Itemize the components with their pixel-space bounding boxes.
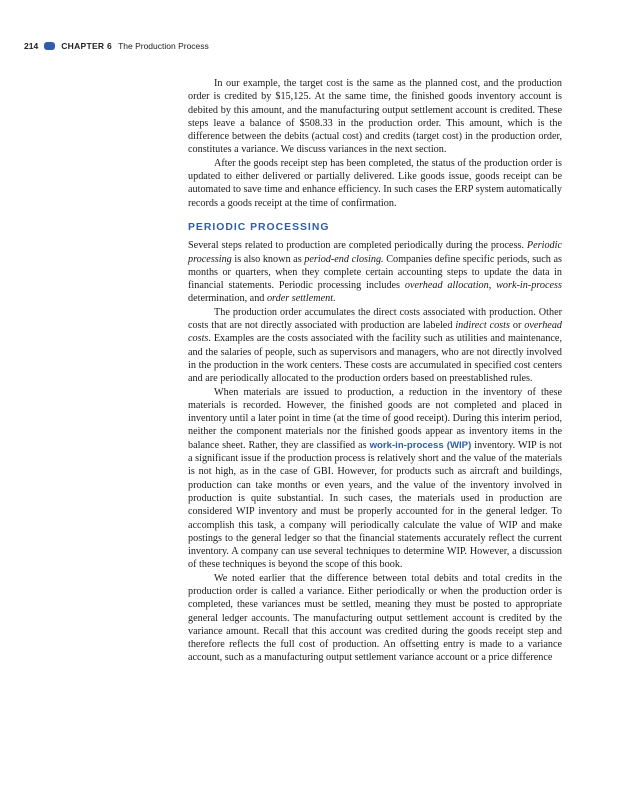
chapter-title: The Production Process	[118, 41, 209, 51]
body-text	[188, 77, 562, 665]
chapter-tab-marker	[44, 42, 55, 50]
term: work-in-process	[496, 280, 562, 292]
paragraph: In our example, the target cost is the same as the planned cost, and the production order is credited by $15,125. At the same time, the finished goods inventory account is debited by this amount, and the manufacturing output settlement account is credited. These steps leave a balance of $508.33 in the production order. This amount, which is the difference between the debits (actual cost) and credits (target cost) in the production order, constitutes a variance. We discuss variances in the next section.	[188, 78, 562, 156]
term: order settlement	[266, 293, 334, 305]
paragraph: After the goods receipt step has been completed, the status of the production order is updated to either delivered or partially delivered. Like goods issue, goods receipt can be automated to save time and enhance efficiency. In such cases the ERP system automatically records a goods receipt at the time of confirmation.	[188, 157, 562, 209]
term: overhead allocation	[404, 280, 489, 292]
page-number: 214	[24, 41, 39, 51]
paragraph: The production order accumulates the direct costs associated with production. Other costs that are not directly associated with production are labeled indirect costs or overhead costs. Examples are the costs associated with the facility such as utilities and maintenance, and the salaries of people, such as supervisors and managers, who are not directly involved in the production in the work centers. These costs are accumulated in specified cost centers and are periodically allocated to the production orders based on preestablished rules.	[188, 306, 563, 385]
paragraph: When materials are issued to production, a reduction in the inventory of these materials is recorded. However, the finished goods are not completed and placed in inventory until a later point in time (at the time of good receipt). During this interim period, neither the component materials nor the finished goods appear as inventory items in the balance sheet. Rather, they are classified as work-in-process (WIP) inventory. WIP is not a significant issue if the production process is relatively short and the value of the materials is not high, as in the case of GBI. However, for products such as aircraft and buildings, production can take months or even years, and the value of the inventory involved in production is quite substantial. In such cases, the materials used in production are considered WIP inventory and must be properly accounted for in the general ledger. To accomplish this task, a company will periodically calculate the value of WIP and make postings to the general ledger so that the financial statements accurately reflect the current inventory. A company can use several techniques to determine WIP. However, a discussion of these techniques is beyond the scope of this book.	[188, 386, 562, 571]
term: overhead costs	[188, 320, 563, 345]
paragraph: We noted earlier that the difference between total debits and total credits in the production order is called a variance. Either periodically or when the production order is completed, these variances must be settled, meaning they must be posted to appropriate general ledger accounts. The manufacturing output settlement account is credited by the variance amount. Recall that this account was credited during the goods receipt step and therefore reflects the full cost of production. An offsetting entry is made to a variance account, such as a manufacturing output settlement variance account or a price difference	[188, 572, 562, 664]
chapter-label: CHAPTER 6	[61, 41, 113, 51]
paragraph: Several steps related to production are completed periodically during the process. Periodic processing is also known as period-end closing. Companies define specific periods, such as months or quarters, when they complete certain accounting steps to update the data in financial statements. Periodic processing includes overhead allocation, work-in-process determination, and order settlement.	[188, 240, 562, 305]
running-header	[24, 39, 209, 53]
key-term: work-in-process (WIP)	[369, 439, 472, 451]
section-heading: PERIODIC PROCESSING	[188, 221, 330, 233]
term: period-end closing.	[304, 253, 384, 265]
term: indirect costs	[455, 320, 510, 332]
term: Periodic processing	[188, 240, 562, 265]
